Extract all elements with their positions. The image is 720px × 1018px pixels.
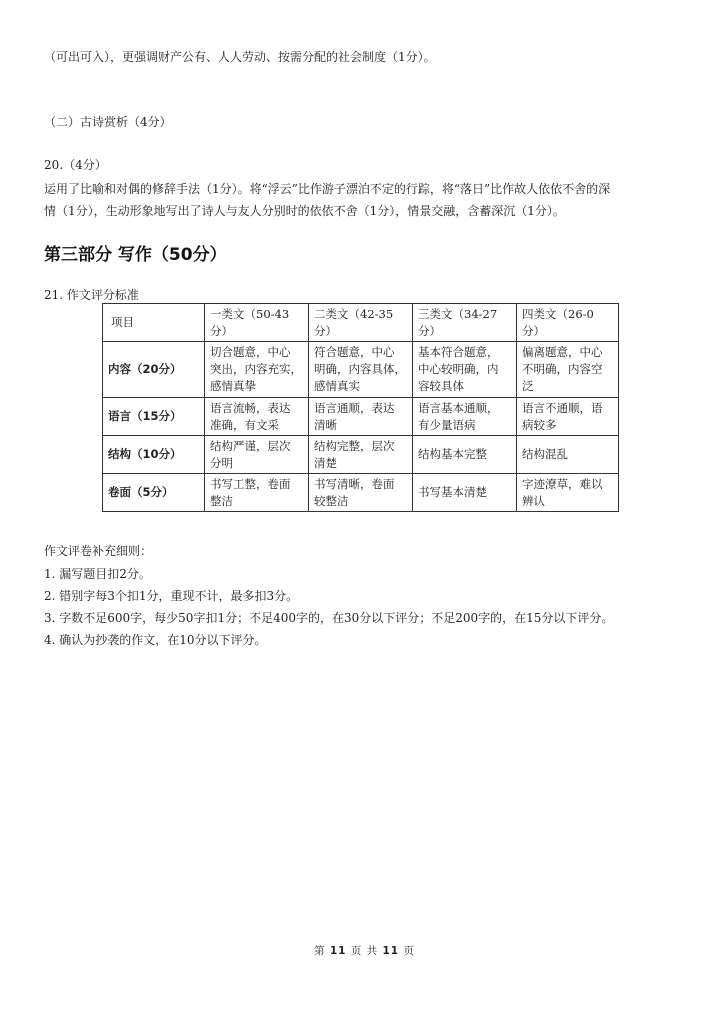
- table-cell: 结构严谨，层次 分明: [205, 436, 309, 474]
- rule-item: 3. 字数不足600字，每少50字扣1分；不足400字的，在30分以下评分；不足200字的，在15分以下评分。: [44, 611, 614, 625]
- table-cell: 结构完整，层次 清楚: [309, 436, 413, 474]
- table-cell: 结构混乱: [517, 436, 619, 474]
- table-cell: 偏离题意，中心 不明确，内容空 泛: [517, 342, 619, 398]
- table-cell: 语言基本通顺， 有少量语病: [413, 398, 517, 436]
- rule-item: 4. 确认为抄袭的作文，在10分以下评分。: [44, 633, 267, 647]
- table-row-label: 卷面（5分）: [103, 474, 205, 512]
- table-header-cell: 三类文（34-27 分）: [413, 304, 517, 342]
- section-heading-poetry: （二）古诗赏析（4分）: [44, 115, 172, 129]
- table-header-cell: 四类文（26-0 分）: [517, 304, 619, 342]
- table-cell: 切合题意，中心 突出，内容充实， 感情真挚: [205, 342, 309, 398]
- table-row: [103, 474, 619, 512]
- table-cell: 书写工整，卷面 整洁: [205, 474, 309, 512]
- part-3-heading: 第三部分 写作（50分）: [44, 245, 227, 265]
- footer-middle: 页 共: [350, 945, 379, 957]
- table-row-label: 结构（10分）: [103, 436, 205, 474]
- page-number: 11: [329, 945, 347, 957]
- table-cell: 书写清晰，卷面 较整洁: [309, 474, 413, 512]
- rule-item: 2. 错别字每3个扣1分，重现不计，最多扣3分。: [44, 589, 299, 603]
- question-21-heading: 21. 作文评分标准: [44, 288, 139, 302]
- table-row-label: 语言（15分）: [103, 398, 205, 436]
- answer-continuation-line: （可出可入），更强调财产公有、人人劳动、按需分配的社会制度（1分）。: [44, 50, 436, 64]
- rules-title: 作文评卷补充细则：: [44, 544, 153, 558]
- table-cell: 书写基本清楚: [413, 474, 517, 512]
- table-row-label: 内容（20分）: [103, 342, 205, 398]
- table-header-row: [103, 304, 619, 342]
- table-cell: 结构基本完整: [413, 436, 517, 474]
- table-header-cell: 一类文（50-43 分）: [205, 304, 309, 342]
- scoring-table: [102, 303, 619, 512]
- footer-suffix: 页: [403, 945, 415, 957]
- page-total: 11: [382, 945, 400, 957]
- table-header-cell: 二类文（42-35 分）: [309, 304, 413, 342]
- table-cell: 符合题意，中心 明确，内容具体， 感情真实: [309, 342, 413, 398]
- question-20-heading: 20.（4分）: [44, 158, 107, 172]
- table-cell: 语言不通顺，语 病较多: [517, 398, 619, 436]
- rule-item: 1. 漏写题目扣2分。: [44, 567, 151, 581]
- table-cell: 基本符合题意， 中心较明确，内 容较具体: [413, 342, 517, 398]
- footer-prefix: 第: [314, 945, 326, 957]
- page-footer: [314, 943, 415, 958]
- table-row: [103, 398, 619, 436]
- table-row: [103, 342, 619, 398]
- table-cell: 字迹潦草，难以 辨认: [517, 474, 619, 512]
- table-cell: 语言流畅，表达 准确，有文采: [205, 398, 309, 436]
- table-row: [103, 436, 619, 474]
- table-cell: 语言通顺，表达 清晰: [309, 398, 413, 436]
- table-header-cell: 项目: [103, 304, 205, 342]
- question-20-answer-line-1: 运用了比喻和对偶的修辞手法（1分）。将“浮云”比作游子漂泊不定的行踪，将“落日”比作故人依依不舍的深: [44, 182, 611, 196]
- question-20-answer-line-2: 情（1分），生动形象地写出了诗人与友人分别时的依依不舍（1分），情景交融，含蓄深沉（1分）。: [44, 204, 565, 218]
